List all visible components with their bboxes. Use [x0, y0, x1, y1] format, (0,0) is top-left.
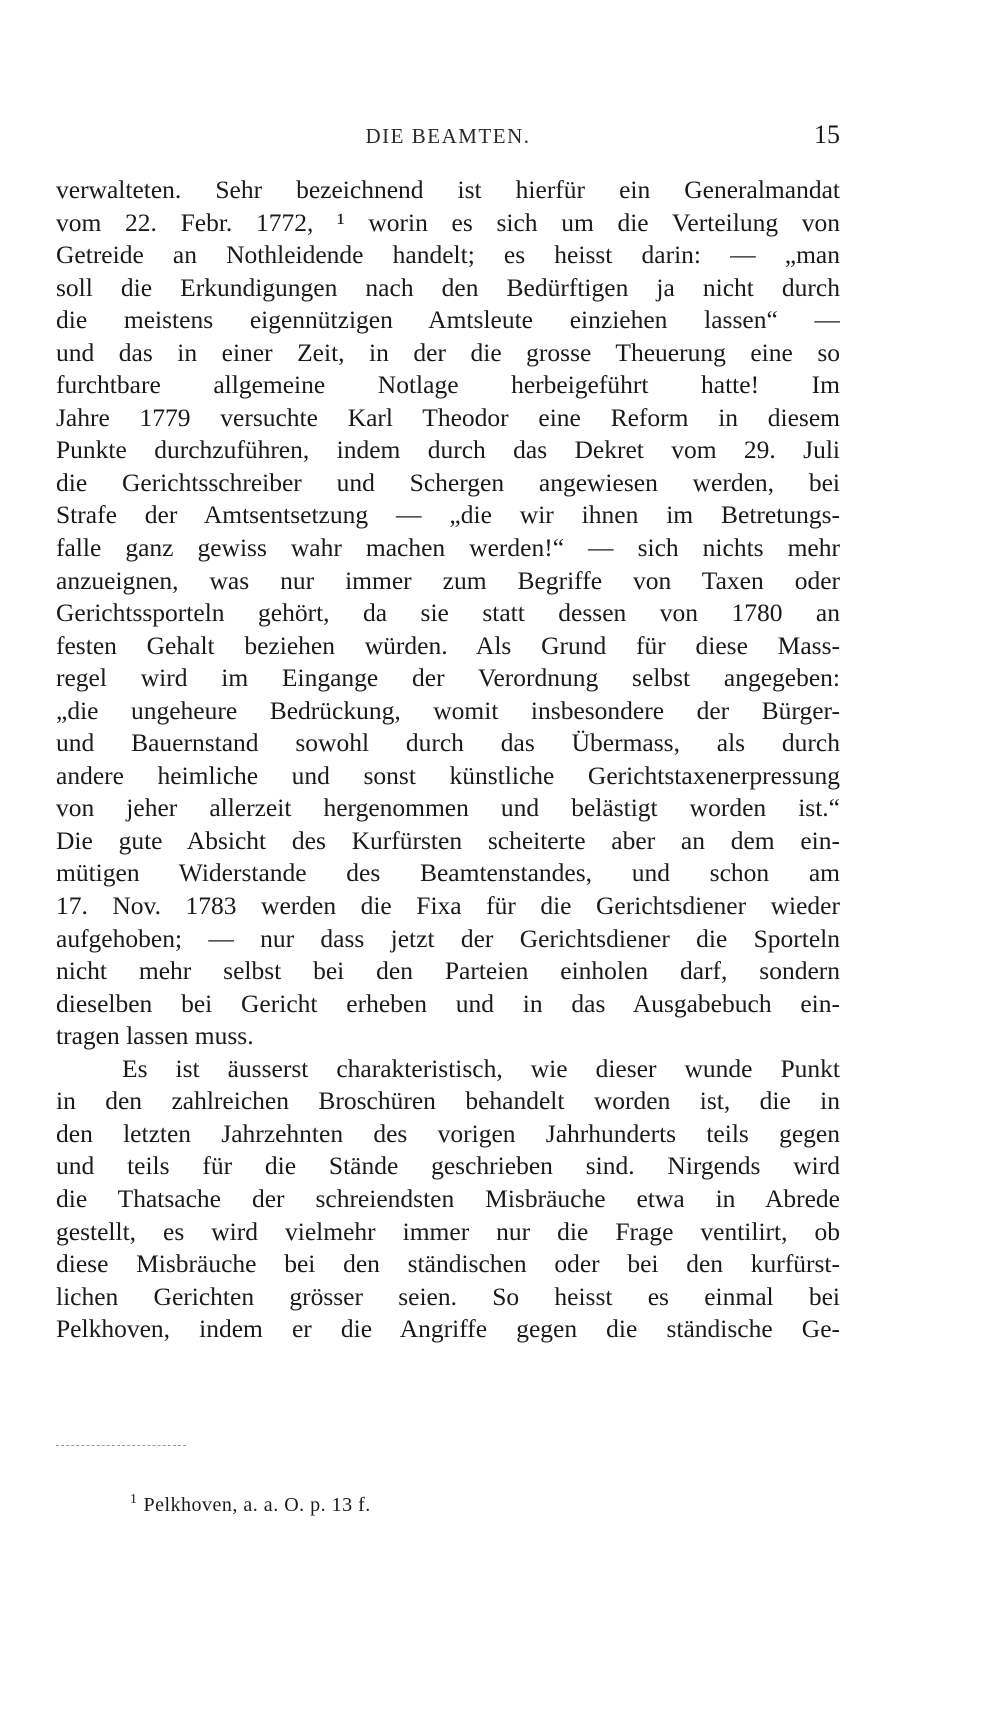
text-line: gestellt, es wird vielmehr immer nur die Frage ventilirt, ob — [56, 1216, 840, 1246]
text-line: aufgehoben; — nur dass jetzt der Gerichtsdiener die Sporteln — [56, 923, 840, 953]
page-header — [56, 120, 840, 154]
text-line: Gerichtssporteln gehört, da sie statt dessen von 1780 an — [56, 598, 840, 628]
text-line: festen Gehalt beziehen würden. Als Grund für diese Mass- — [56, 630, 840, 660]
text-line: Getreide an Nothleidende handelt; es heisst darin: — „man — [56, 240, 840, 270]
page-number: 15 — [814, 120, 840, 149]
text-line: soll die Erkundigungen nach den Bedürftigen ja nicht durch — [56, 272, 840, 302]
text-line: 17. Nov. 1783 werden die Fixa für die Gerichtsdiener wieder — [56, 891, 840, 921]
text-line: diese Misbräuche bei den ständischen oder bei den kurfürst- — [56, 1249, 840, 1279]
text-line: Die gute Absicht des Kurfürsten scheiterte aber an dem ein- — [56, 825, 840, 855]
text-line: und das in einer Zeit, in der die grosse Theuerung eine so — [56, 337, 840, 367]
text-line: anzueignen, was nur immer zum Begriffe von Taxen oder — [56, 565, 840, 595]
text-line: von jeher allerzeit hergenommen und belästigt worden ist.“ — [56, 793, 840, 823]
text-line: furchtbare allgemeine Notlage herbeigeführt hatte! Im — [56, 370, 840, 400]
text-line: tragen lassen muss. — [56, 1021, 254, 1051]
text-line: den letzten Jahrzehnten des vorigen Jahrhunderts teils gegen — [56, 1118, 840, 1148]
footnote-divider — [56, 1445, 186, 1446]
text-line: in den zahlreichen Broschüren behandelt worden ist, die in — [56, 1086, 840, 1116]
text-line: Punkte durchzuführen, indem durch das Dekret vom 29. Juli — [56, 435, 840, 465]
footnote-text: Pelkhoven, a. a. O. p. 13 f. — [143, 1494, 371, 1516]
text-line: mütigen Widerstande des Beamtenstandes, und schon am — [56, 858, 840, 888]
footnote — [130, 1494, 371, 1517]
text-line: Es ist äusserst charakteristisch, wie dieser wunde Punkt — [122, 1053, 840, 1083]
text-line: Strafe der Amtsentsetzung — „die wir ihnen im Betretungs- — [56, 500, 840, 530]
text-line: dieselben bei Gericht erheben und in das Ausgabebuch ein- — [56, 988, 840, 1018]
text-line: Jahre 1779 versuchte Karl Theodor eine Reform in diesem — [56, 402, 840, 432]
text-line: „die ungeheure Bedrückung, womit insbesondere der Bürger- — [56, 695, 840, 725]
running-title: DIE BEAMTEN. — [365, 124, 531, 148]
body-text — [56, 174, 840, 1346]
text-line: und teils für die Stände geschrieben sind. Nirgends wird — [56, 1151, 840, 1181]
text-line: nicht mehr selbst bei den Parteien einholen darf, sondern — [56, 956, 840, 986]
text-line: falle ganz gewiss wahr machen werden!“ — sich nichts mehr — [56, 533, 840, 563]
text-line: die Thatsache der schreiendsten Misbräuche etwa in Abrede — [56, 1183, 840, 1213]
text-line: die meistens eigennützigen Amtsleute einziehen lassen“ — — [56, 305, 840, 335]
footnote-marker: 1 — [130, 1492, 138, 1507]
text-line: verwalteten. Sehr bezeichnend ist hierfür ein Generalmandat — [56, 175, 840, 204]
text-line: die Gerichtsschreiber und Schergen angewiesen werden, bei — [56, 467, 840, 497]
text-line: regel wird im Eingange der Verordnung selbst angegeben: — [56, 663, 840, 693]
text-line: lichen Gerichten grösser seien. So heisst es einmal bei — [56, 1281, 840, 1311]
text-line: andere heimliche und sonst künstliche Gerichtstaxenerpressung — [56, 760, 840, 790]
text-line: und Bauernstand sowohl durch das Übermass, als durch — [56, 728, 840, 758]
text-line: Pelkhoven, indem er die Angriffe gegen die ständische Ge- — [56, 1314, 840, 1344]
text-line: vom 22. Febr. 1772, ¹ worin es sich um die Verteilung von — [56, 207, 840, 237]
